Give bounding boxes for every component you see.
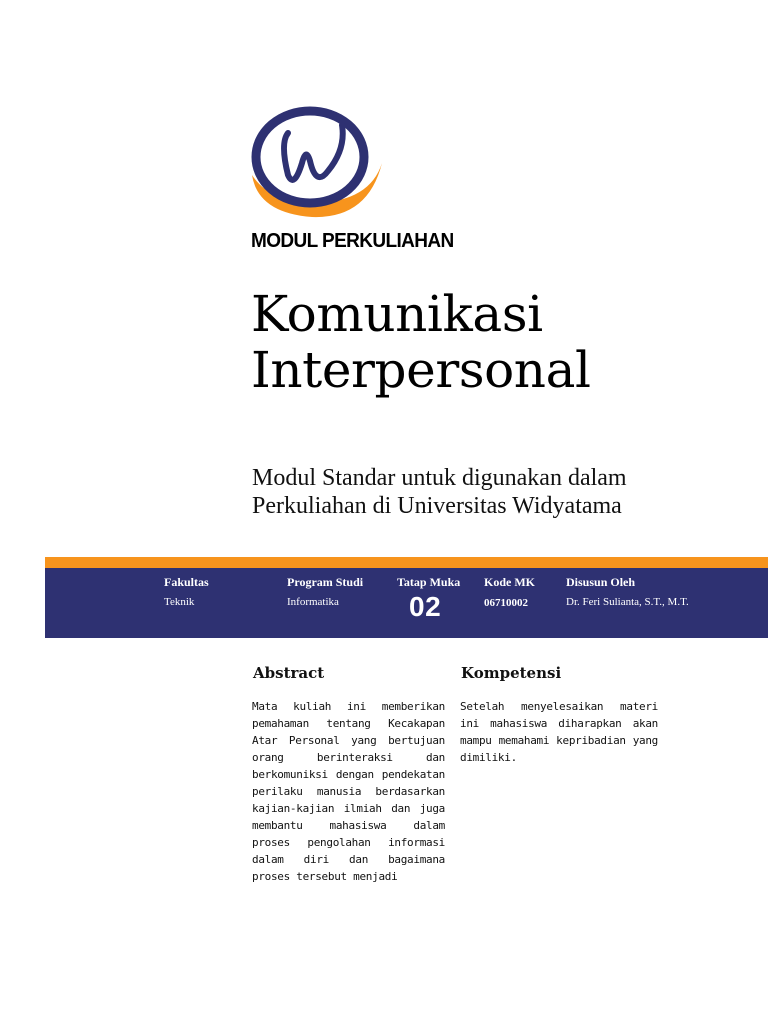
info-fakultas [164,575,209,609]
subtitle-line-1: Modul Standar untuk digunakan dalam [252,465,627,491]
subtitle-line-2: Perkuliahan di Universitas Widyatama [252,493,622,519]
abstract-text: Mata kuliah ini memberikan pemahaman tentang Kecakapan Atar Personal yang bertujuan orang berinteraksi dan berkomuniksi dengan pendekatan perilaku manusia berdasarkan kajian-kajian ilmiah dan juga membantu mahasiswa dalam proses pengolahan informasi dalam diri dan bagaimana proses tersebut menjadi [252,700,445,883]
document-subtitle [252,464,752,520]
info-tatap-muka [397,575,460,621]
orange-stripe [45,557,768,568]
title-line-1: Komunikasi [251,285,543,343]
abstract-heading: Abstract [253,664,325,682]
kompetensi-heading: Kompetensi [461,664,562,682]
document-title [251,286,591,398]
kompetensi-text: Setelah menyelesaikan materi ini mahasiswa diharapkan akan mampu memahami kepribadian yang dimiliki. [460,700,658,764]
tatap-muka-number: 02 [409,591,442,622]
fakultas-value: Teknik [164,596,195,608]
kode-mk-value: 06710002 [484,597,528,609]
fakultas-label: Fakultas [164,575,209,589]
program-studi-value: Informatika [287,596,339,608]
kode-mk-label: Kode MK [484,575,535,589]
widyatama-logo-icon [250,103,385,223]
title-line-2: Interpersonal [251,341,591,399]
tatap-muka-label: Tatap Muka [397,575,461,589]
info-disusun-oleh [566,575,689,609]
program-studi-label: Program Studi [287,575,364,589]
disusun-oleh-label: Disusun Oleh [566,575,636,589]
info-kode-mk [484,575,535,610]
info-program-studi [287,575,363,609]
disusun-oleh-value: Dr. Feri Sulianta, S.T., M.T. [566,596,689,608]
module-label: MODUL PERKULIAHAN [251,230,454,253]
